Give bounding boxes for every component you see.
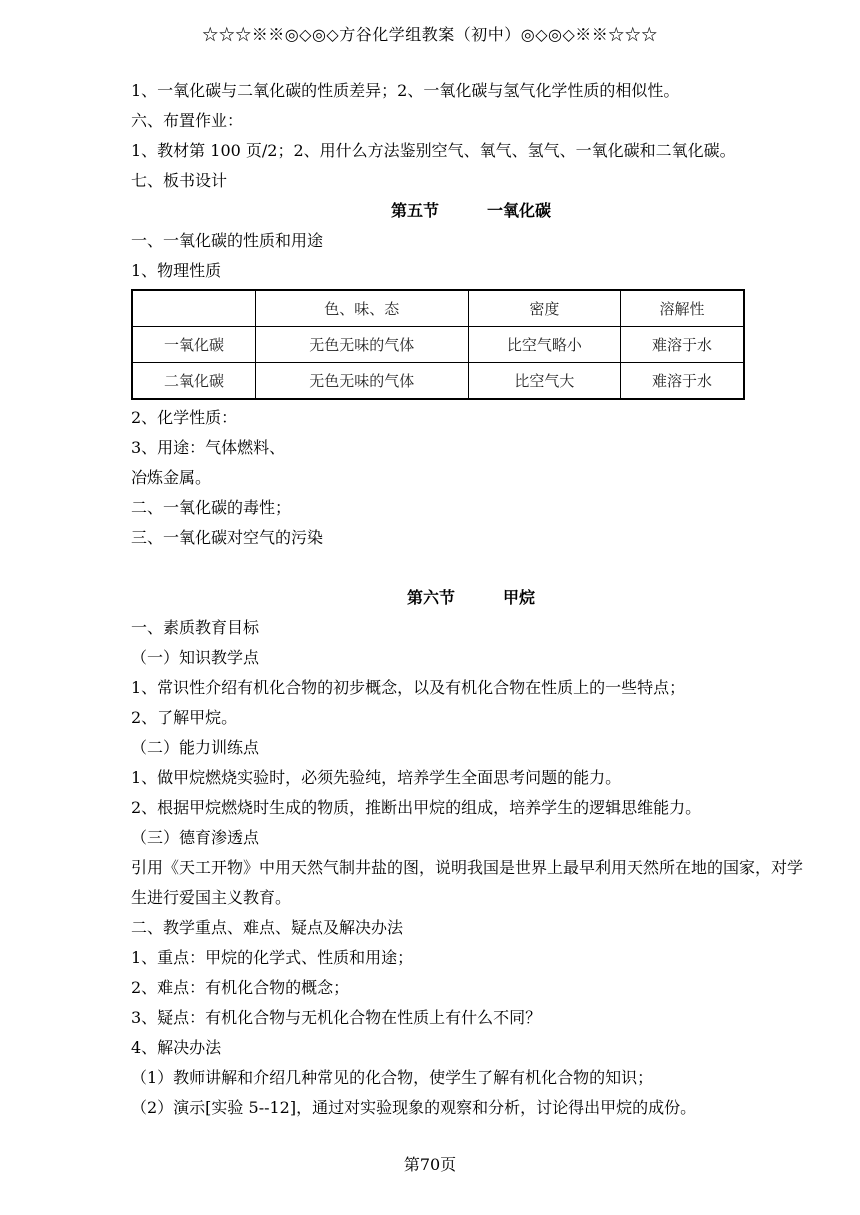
table-cell: 无色无味的气体 xyxy=(255,363,468,400)
table-cell: 难溶于水 xyxy=(621,363,744,400)
page-number: 第70页 xyxy=(403,1155,457,1174)
text-line: 3、用途：气体燃料、 xyxy=(131,438,286,457)
section-heading: 二、教学重点、难点、疑点及解决办法 xyxy=(131,918,404,937)
table-cell: 二氧化碳 xyxy=(132,363,255,400)
text-line: 1、物理性质 xyxy=(131,261,222,280)
text-line: 一、一氧化碳的性质和用途 xyxy=(131,231,324,250)
spacer xyxy=(131,553,811,583)
section-heading: 七、板书设计 xyxy=(131,171,228,190)
page-header: ☆☆☆※※◎◇◎◇方谷化学组教案（初中）◎◇◎◇※※☆☆☆ xyxy=(202,25,658,44)
subsection-heading: （二）能力训练点 xyxy=(131,738,260,757)
table-cell: 一氧化碳 xyxy=(132,327,255,363)
text-line: 2、根据甲烷燃烧时生成的物质，推断出甲烷的组成，培养学生的逻辑思维能力。 xyxy=(131,798,702,817)
table-cell: 难溶于水 xyxy=(621,327,744,363)
text-line: 2、化学性质： xyxy=(131,408,238,427)
subsection-heading: （一）知识教学点 xyxy=(131,648,260,667)
text-line: 1、一氧化碳与二氧化碳的性质差异；2、一氧化碳与氢气化学性质的相似性。 xyxy=(131,81,680,100)
table-cell: 比空气略小 xyxy=(468,327,620,363)
text-line: （2）演示[实验 5--12]，通过对实验现象的观察和分析，讨论得出甲烷的成份。 xyxy=(131,1098,697,1117)
table-cell xyxy=(132,290,255,327)
table-row xyxy=(132,327,744,363)
table-cell: 无色无味的气体 xyxy=(255,327,468,363)
text-line: （1）教师讲解和介绍几种常见的化合物，使学生了解有机化合物的知识； xyxy=(131,1068,654,1087)
text-line: 1、重点：甲烷的化学式、性质和用途； xyxy=(131,948,414,967)
text-line: 4、解决办法 xyxy=(131,1038,222,1057)
text-line: 1、教材第 100 页/2；2、用什么方法鉴别空气、氧气、氢气、一氧化碳和二氧化碳。 xyxy=(131,141,736,160)
text-line: 2、难点：有机化合物的概念； xyxy=(131,978,350,997)
subsection-heading: （三）德育渗透点 xyxy=(131,828,260,847)
text-line: 2、了解甲烷。 xyxy=(131,708,238,727)
section-heading: 三、一氧化碳对空气的污染 xyxy=(131,528,324,547)
table-cell: 密度 xyxy=(468,290,620,327)
table-cell: 色、味、态 xyxy=(255,290,468,327)
table-header-row xyxy=(132,290,744,327)
text-line: 3、疑点：有机化合物与无机化合物在性质上有什么不同？ xyxy=(131,1008,542,1027)
section-title-methane: 第六节 甲烷 xyxy=(406,588,535,607)
text-line: 1、常识性介绍有机化合物的初步概念，以及有机化合物在性质上的一些特点； xyxy=(131,678,686,697)
text-line: 冶炼金属。 xyxy=(131,468,212,487)
section-heading: 六、布置作业： xyxy=(131,111,244,130)
properties-table xyxy=(131,289,745,400)
section-heading: 二、一氧化碳的毒性； xyxy=(131,498,292,517)
section-title-co: 第五节 一氧化碳 xyxy=(390,201,551,220)
table-cell: 溶解性 xyxy=(621,290,744,327)
text-line: 1、做甲烷燃烧实验时，必须先验纯，培养学生全面思考问题的能力。 xyxy=(131,768,622,787)
document-body xyxy=(131,76,811,1123)
table-row xyxy=(132,363,744,400)
table-cell: 比空气大 xyxy=(468,363,620,400)
text-paragraph: 引用《天工开物》中用天然气制井盐的图，说明我国是世界上最早利用天然所在地的国家，对学生进行爱国主义教育。 xyxy=(131,858,804,907)
section-heading: 一、素质教育目标 xyxy=(131,618,260,637)
